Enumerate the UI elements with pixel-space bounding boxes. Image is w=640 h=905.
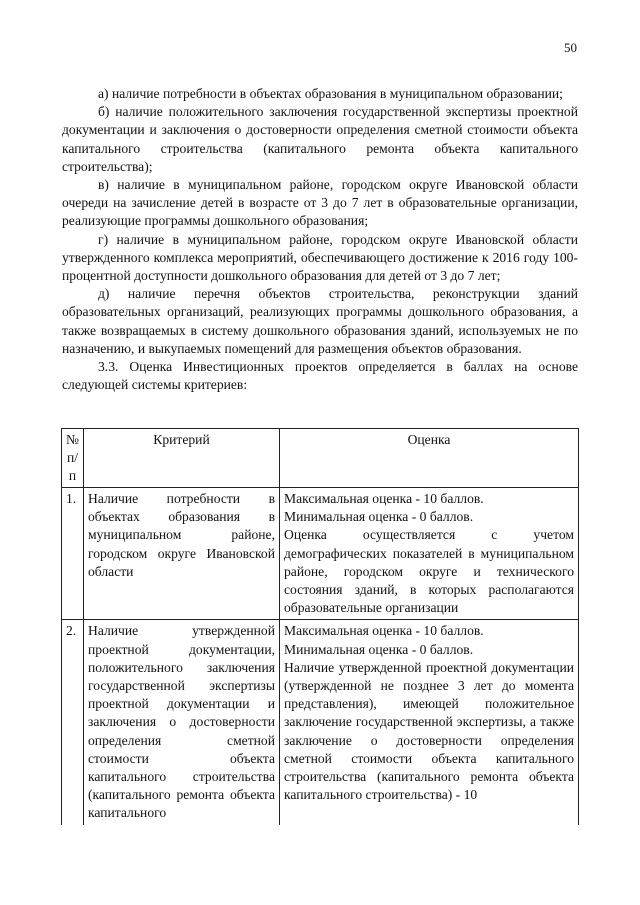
table-row <box>62 620 579 825</box>
row-number: 2. <box>62 620 84 825</box>
table-header-row <box>62 429 579 488</box>
header-number-abbr: п/п <box>66 450 79 483</box>
row-number: 1. <box>62 488 84 620</box>
paragraph-c: в) наличие в муниципальном районе, городском округе Ивановской области очереди на зачисление детей в возрасте от 3 до 7 лет в образовательные организации, реализующие программы дошкольного образования; <box>62 177 578 229</box>
score-min: Минимальная оценка - 0 баллов. <box>284 509 474 525</box>
header-score: Оценка <box>280 429 579 488</box>
paragraph-e: д) наличие перечня объектов строительства, реконструкции зданий образовательных организаций, реализующих программы дошкольного образования, а также возвращаемых в систему дошкольного образования зданий, используемых не по назначению, и выкупаемых помещений для размещения объектов образования. <box>62 286 578 356</box>
body-text <box>62 85 578 394</box>
page-number: 50 <box>564 40 577 55</box>
header-criterion: Критерий <box>84 429 280 488</box>
score-note: Наличие утвержденной проектной документации (утвержденной не позднее 3 лет до момента представления), имеющей положительное заключение государственной экспертизы, а также заключение о достоверности определения сметной стоимости объекта капитального строительства (капитального ремонта объекта капитального строительства) - 10 <box>284 659 574 803</box>
header-number-sign: № <box>66 432 79 447</box>
paragraph-d: г) наличие в муниципальном районе, городском округе Ивановской области утвержденного комплекса мероприятий, обеспечивающего достижение к 2016 году 100-процентной доступности дошкольного образования для детей от 3 до 7 лет; <box>62 231 578 284</box>
score-max: Максимальная оценка - 10 баллов. <box>284 491 484 506</box>
row-score <box>280 620 579 825</box>
score-min: Минимальная оценка - 0 баллов. <box>284 641 474 657</box>
row-criterion: Наличие утвержденной проектной документации, положительного заключения государственной экспертизы проектной документации и заключения о достоверности определения сметной стоимости объекта капитального строительства (капитального ремонта объекта капитального <box>84 620 280 825</box>
criteria-table <box>61 428 579 825</box>
score-max: Максимальная оценка - 10 баллов. <box>284 623 484 639</box>
paragraph-3-3: 3.3. Оценка Инвестиционных проектов определяется в баллах на основе следующей системы критериев: <box>62 359 578 393</box>
score-note: Оценка осуществляется с учетом демографических показателей в муниципальном районе, городском округе и технического состояния зданий, в которых располагаются образовательные организации <box>284 527 574 616</box>
row-criterion: Наличие потребности в объектах образования в муниципальном районе, городском округе Ивановской области <box>84 488 280 620</box>
row-score <box>280 488 579 620</box>
header-number <box>62 429 84 488</box>
table-row <box>62 488 579 620</box>
paragraph-a: а) наличие потребности в объектах образования в муниципальном образовании; <box>98 86 563 101</box>
paragraph-b: б) наличие положительного заключения государственной экспертизы проектной документации и заключения о достоверности определения сметной стоимости объекта капитального строительства (капитального ремонта объекта капитального строительства); <box>62 104 578 174</box>
